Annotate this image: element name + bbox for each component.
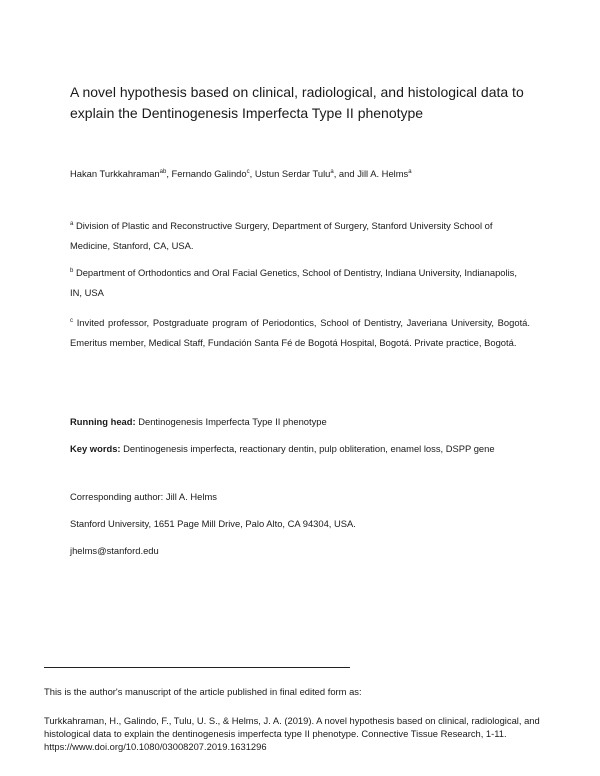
author-name: Ustun Serdar Tulu bbox=[254, 168, 331, 179]
author-separator: , bbox=[249, 168, 255, 179]
affiliation-b bbox=[70, 263, 530, 303]
affiliation-marker: b bbox=[70, 267, 74, 274]
affiliation-marker: a bbox=[70, 220, 74, 227]
footnote-divider bbox=[44, 667, 350, 668]
affiliation-text: Division of Plastic and Reconstructive Surgery, Department of Surgery, Stanford University School of Medicine, Stanford, CA, USA. bbox=[70, 220, 493, 251]
affiliation-text: Department of Orthodontics and Oral Facial Genetics, School of Dentistry, Indiana University, Indianapolis, IN, USA bbox=[70, 267, 517, 298]
author-list bbox=[70, 167, 540, 180]
author-name: Fernando Galindo bbox=[171, 168, 247, 179]
keywords-label: Key words: bbox=[70, 443, 121, 454]
author-address: Stanford University, 1651 Page Mill Drive, Palo Alto, CA 94304, USA. bbox=[70, 518, 356, 529]
keywords-text: Dentinogenesis imperfecta, reactionary dentin, pulp obliteration, enamel loss, DSPP gene bbox=[123, 443, 495, 454]
affiliation-text: Invited professor, Postgraduate program of Periodontics, School of Dentistry, Javeriana University, Bogotá. Emeritus member, Medical Staff, Fundación Santa Fé de Bogotá Hospital, Bogotá. Private practice, Bogotá. bbox=[70, 317, 530, 348]
corresponding-author: Corresponding author: Jill A. Helms bbox=[70, 491, 217, 502]
affiliation-marker: c bbox=[70, 317, 73, 324]
keywords bbox=[70, 439, 540, 458]
running-head-text: Dentinogenesis Imperfecta Type II phenotype bbox=[138, 416, 327, 427]
author-name: Hakan Turkkahraman bbox=[70, 168, 160, 179]
author-affiliation-marker: ab bbox=[159, 168, 167, 175]
running-head bbox=[70, 412, 540, 431]
paper-title: A novel hypothesis based on clinical, radiological, and histological data to explain the Dentinogenesis Imperfecta Type II phenotype bbox=[70, 84, 524, 121]
author-name: Jill A. Helms bbox=[357, 168, 409, 179]
author-email: jhelms@stanford.edu bbox=[70, 545, 159, 556]
author-affiliation-marker: a bbox=[408, 168, 412, 175]
affiliation-a bbox=[70, 216, 530, 256]
author-affiliation-marker: c bbox=[246, 168, 250, 175]
affiliation-c bbox=[70, 313, 530, 353]
running-head-label: Running head: bbox=[70, 416, 136, 427]
citation: Turkkahraman, H., Galindo, F., Tulu, U. S., & Helms, J. A. (2019). A novel hypothesis based on clinical, radiological, and histological data to explain the dentinogenesis imperfecta type II phenotype. Connective Tissue Research, 1-11. https://www.doi.org/10.1080/03008207.2019.1631296 bbox=[44, 715, 540, 752]
author-separator: , bbox=[166, 168, 172, 179]
manuscript-note: This is the author's manuscript of the article published in final edited form as: bbox=[44, 686, 362, 697]
author-separator: , and bbox=[333, 168, 358, 179]
author-affiliation-marker: a bbox=[330, 168, 334, 175]
